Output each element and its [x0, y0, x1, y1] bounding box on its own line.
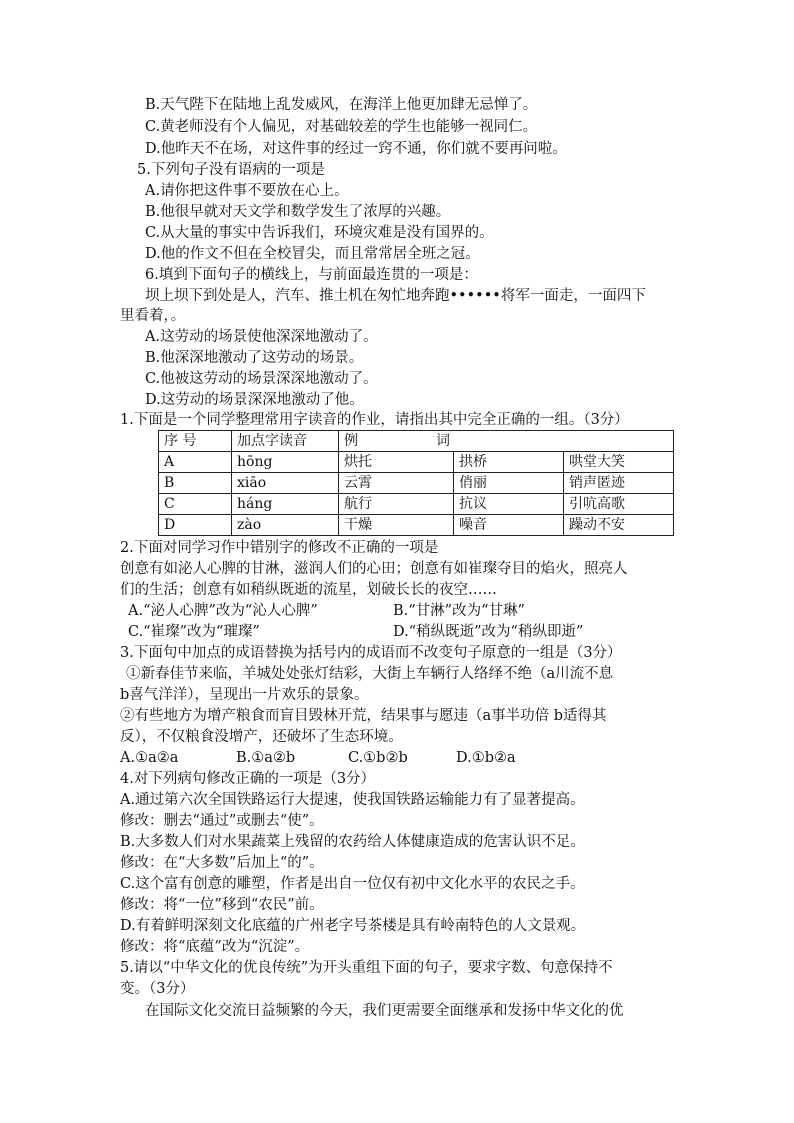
table-cell: 拱桥 [454, 452, 564, 473]
option-c: C.“崔璨”改为“璀璨” [128, 624, 260, 640]
table-cell: A [159, 452, 232, 473]
table-cell: 躁动不安 [564, 515, 674, 536]
passage-line: 们的生活；创意有如稍纵既逝的流星，划破长长的夜空…… [120, 582, 497, 598]
table-cell: B [159, 473, 232, 494]
table-cell: 航行 [339, 494, 454, 515]
option-b: B.①a②b [236, 750, 296, 766]
table-cell: 哄堂大笑 [564, 452, 674, 473]
table-header-row [159, 431, 674, 452]
option-line: B.他很早就对天文学和数学发生了浓厚的兴趣。 [145, 204, 451, 220]
option-line: C.从大量的事实中告诉我们，环境灾难是没有国界的。 [145, 225, 494, 241]
option-line: D.他昨天不在场，对这件事的经过一窍不通，你们就不要再问啦。 [145, 141, 567, 157]
header-example: 例 [344, 432, 358, 449]
question-stem: 6.填到下面句子的横线上，与前面最连贯的一项是： [145, 267, 478, 283]
option-line: A.请你把这件事不要放在心上。 [145, 183, 349, 199]
option-line: C.黄老师没有个人偏见，对基础较差的学生也能够一视同仁。 [145, 119, 538, 135]
table-row [159, 473, 674, 494]
table-cell: 抗议 [454, 494, 564, 515]
option-line: A.这劳动的场景使他深深地激动了。 [145, 329, 378, 345]
passage-line: b喜气洋洋），呈现出一片欢乐的景象。 [120, 687, 369, 703]
passage-line: 反），不仅粮食没增产，还破坏了生态环境。 [120, 729, 403, 745]
question-stem: 2.下面对同学习作中错别字的修改不正确的一项是 [120, 540, 439, 556]
table-row [159, 515, 674, 536]
passage-line: 修改：将“底蕴”改为“沉淀”。 [120, 939, 310, 955]
table-header-cell: 序 号 [159, 431, 232, 452]
question-stem: 4.对下列病句修改正确的一项是（3分） [120, 771, 376, 787]
passage-line: 里看着，。 [120, 308, 186, 324]
option-d: D.①b②a [456, 750, 516, 766]
table-cell: zào [232, 515, 339, 536]
table-header-cell [339, 431, 674, 452]
passage-line: 修改：删去“通过”或删去“使”。 [120, 813, 324, 829]
option-line: B.他深深地激动了这劳动的场景。 [145, 350, 364, 366]
table-cell: 噪音 [454, 515, 564, 536]
table-cell: 云霄 [339, 473, 454, 494]
question-stem: 5.请以“中华文化的优良传统”为开头重组下面的句子，要求字数、句意保持不 [120, 960, 613, 976]
option-line: D.他的作文不但在全校冒尖，而且常常居全班之冠。 [145, 246, 480, 262]
header-word: 词 [436, 432, 450, 449]
question-stem: 1.下面是一个同学整理常用字读音的作业，请指出其中完全正确的一组。（3分） [120, 412, 629, 428]
option-b: B.“甘淋”改为“甘琳” [393, 603, 525, 619]
option-line: C.他被这劳动的场景深深地激动了。 [145, 371, 378, 387]
option-line: D.这劳动的场景深深地激动了他。 [145, 392, 364, 408]
pinyin-table [158, 430, 674, 536]
passage-line: A.通过第六次全国铁路运行大提速，使我国铁路运输能力有了显著提高。 [120, 792, 585, 808]
passage-line: 在国际文化交流日益频繁的今天，我们更需要全面继承和发扬中华文化的优 [145, 1003, 624, 1019]
table-cell: 销声匿迹 [564, 473, 674, 494]
table-cell: 烘托 [339, 452, 454, 473]
question-stem: 5.下列句子没有语病的一项是 [137, 162, 325, 178]
passage-line: ①新春佳节来临，羊城处处张灯结彩，大街上车辆行人络绎不绝（a川流不息 [126, 666, 614, 682]
passage-line: 坝上坝下到处是人，汽车、推土机在匆忙地奔跑••••••将军一面走，一面四下 [145, 288, 646, 304]
table-row [159, 494, 674, 515]
table-cell: háng [232, 494, 339, 515]
passage-line: C.这个富有创意的雕塑，作者是出自一位仅有初中文化水平的农民之手。 [120, 876, 585, 892]
passage-line: 创意有如泌人心脾的甘淋，滋润人们的心田；创意有如崔璨夺目的焰火，照亮人 [120, 561, 628, 577]
passage-line: 修改：在“大多数”后加上“的”。 [120, 855, 324, 871]
option-d: D.“稍纵既逝”改为“稍纵即逝” [393, 624, 584, 640]
option-line: B.天气陛下在陆地上乱发威风，在海洋上他更加肆无忌惮了。 [145, 97, 538, 113]
passage-line: B.大多数人们对水果蔬菜上残留的农药给人体健康造成的危害认识不足。 [120, 834, 585, 850]
table-cell: 俏丽 [454, 473, 564, 494]
table-row [159, 452, 674, 473]
question-stem: 3.下面句中加点的成语替换为括号内的成语而不改变句子原意的一组是（3分） [120, 645, 622, 661]
question-stem: 变。（3分） [120, 981, 195, 997]
table-cell: hōng [232, 452, 339, 473]
passage-line: 修改：将“一位”移到“农民”前。 [120, 897, 324, 913]
option-c: C.①b②b [348, 750, 408, 766]
table-header-cell: 加点字读音 [232, 431, 339, 452]
passage-line: ②有些地方为增产粮食而盲目毁林开荒，结果事与愿违（a事半功倍 b适得其 [120, 708, 607, 724]
table-cell: C [159, 494, 232, 515]
table-cell: D [159, 515, 232, 536]
table-cell: xiāo [232, 473, 339, 494]
table-cell: 干燥 [339, 515, 454, 536]
option-a: A.“泌人心脾”改为“沁人心脾” [128, 603, 318, 619]
table-cell: 引吭高歌 [564, 494, 674, 515]
passage-line: D.有着鲜明深刻文化底蕴的广州老字号茶楼是具有岭南特色的人文景观。 [120, 918, 586, 934]
option-a: A.①a②a [120, 750, 179, 766]
